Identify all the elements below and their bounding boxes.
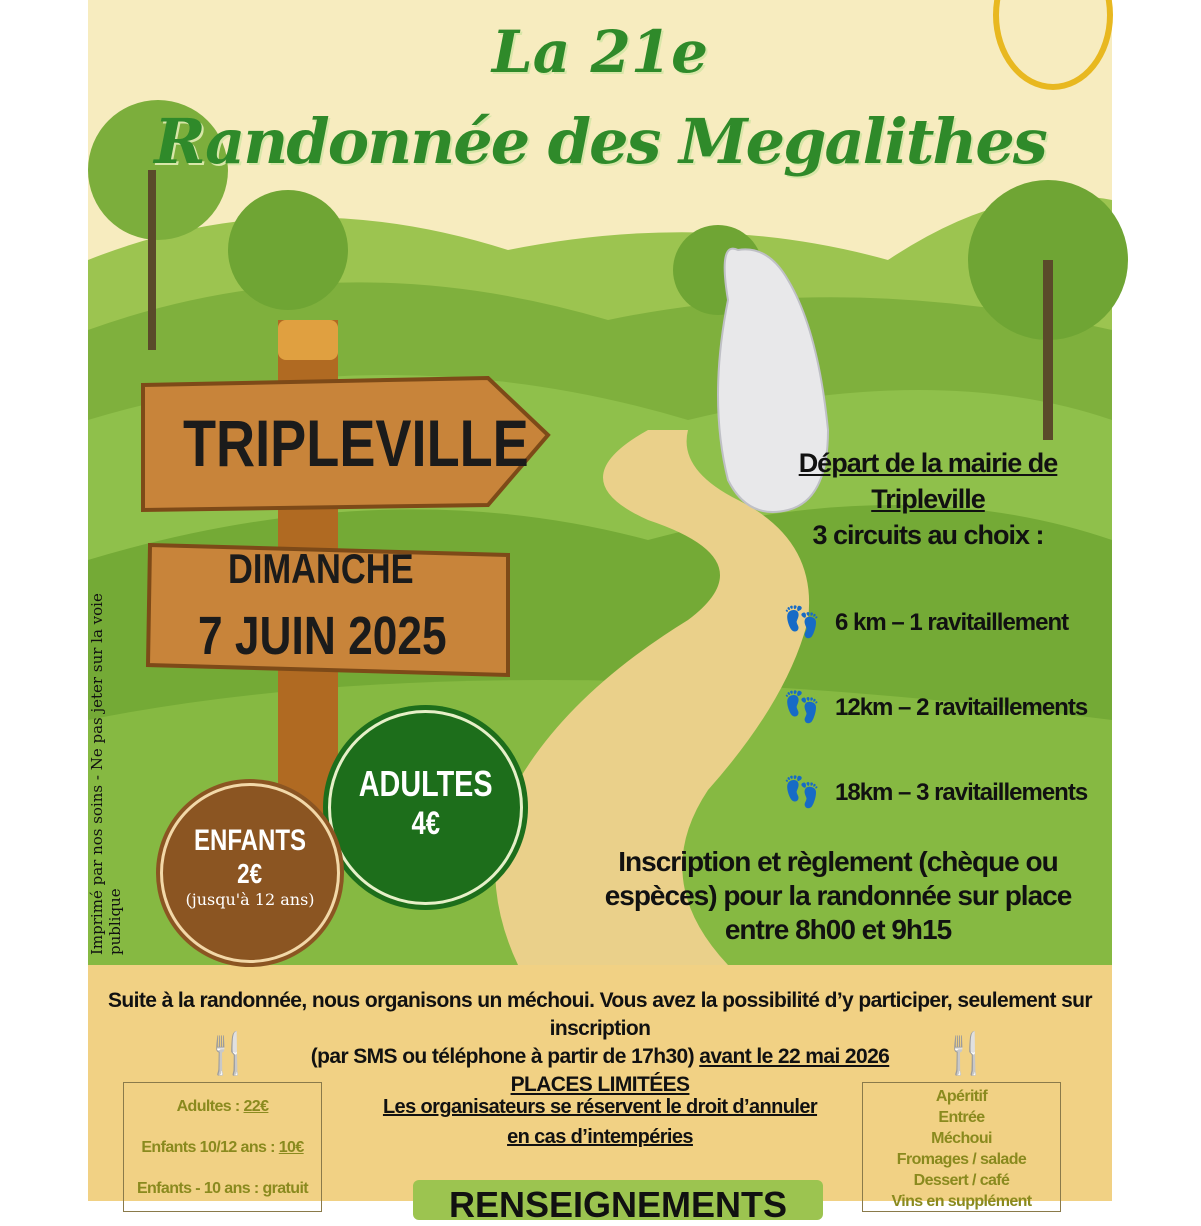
poster: [88, 0, 1112, 1225]
info-heading: RENSEIGNEMENTS: [448, 1184, 788, 1225]
menu-item: Dessert / café: [913, 1172, 1010, 1189]
footprints-icon: 👣: [783, 691, 821, 724]
info-heading-banner: [413, 1180, 823, 1225]
cutlery-icon: 🍴: [941, 1032, 991, 1076]
title-edition: La 21e: [491, 18, 709, 86]
inscription-line2: espèces) pour la randonnée sur place: [604, 880, 1072, 911]
sign-town: TRIPLEVILLE: [183, 406, 529, 480]
depart-line2: Tripleville: [871, 484, 985, 514]
circuit-label: 6 km – 1 ravitaillement: [835, 608, 1069, 636]
mechoui-deadline: avant le 22 mai 2026: [699, 1045, 890, 1068]
menu-box: [862, 1082, 1061, 1212]
mechoui-line2a: (par SMS ou téléphone à partir de 17h30): [310, 1045, 695, 1068]
cancel-line1: Les organisateurs se réservent le droit d’annuler: [382, 1096, 818, 1118]
kids-label: ENFANTS: [193, 824, 306, 857]
circuit-item: [783, 665, 1087, 750]
cancel-notice: [350, 1092, 850, 1152]
meal-kids1012-price: 10€: [278, 1139, 304, 1156]
footprints-icon: 👣: [783, 606, 821, 639]
circuit-label: 18km – 3 ravitaillements: [835, 778, 1088, 806]
meal-kids10: Enfants - 10 ans : gratuit: [136, 1180, 309, 1197]
inscription-info: [568, 845, 1108, 947]
circuit-item: [783, 580, 1087, 665]
depart-line1: Départ de la mairie de: [798, 448, 1058, 478]
print-note: Imprimé par nos soins - Ne pas jeter sur la voie publique: [88, 593, 124, 955]
adults-price: 4€: [411, 805, 440, 841]
meal-prices-box: [123, 1082, 322, 1212]
circuit-item: [783, 750, 1087, 835]
kids-note: (jusqu'à 12 ans): [185, 890, 315, 909]
limited-places: PLACES LIMITÉES: [510, 1073, 690, 1096]
circuit-list: [783, 580, 1087, 835]
sign-date: 7 JUIN 2025: [198, 606, 447, 666]
meal-kids1012: Enfants 10/12 ans :: [141, 1139, 275, 1156]
inscription-line1: Inscription et règlement (chèque ou: [618, 846, 1058, 877]
footprints-icon: 👣: [783, 776, 821, 809]
circuit-label: 12km – 2 ravitaillements: [835, 693, 1088, 721]
menu-item: Entrée: [938, 1109, 985, 1126]
kids-price-badge: [160, 783, 340, 963]
menu-item: Vins en supplément: [891, 1193, 1032, 1210]
meal-adults-price: 22€: [243, 1098, 269, 1115]
depart-line3: 3 circuits au choix :: [812, 520, 1044, 550]
menu-item: Fromages / salade: [896, 1151, 1027, 1168]
kids-price: 2€: [237, 858, 263, 889]
inscription-line3: entre 8h00 et 9h15: [724, 914, 952, 945]
cancel-line2: en cas d’intempéries: [507, 1126, 693, 1148]
meal-adults: Adultes :: [176, 1098, 240, 1115]
title-main: Randonnée des Megalithes: [154, 105, 1046, 178]
menu-item: Méchoui: [931, 1130, 992, 1147]
depart-info: [728, 445, 1128, 553]
menu-item: Apéritif: [935, 1088, 988, 1105]
adults-label: ADULTES: [358, 763, 493, 804]
mechoui-line1: Suite à la randonnée, nous organisons un méchoui. Vous avez la possibilité d’y participer, seulement sur inscription: [108, 989, 1092, 1040]
adults-price-badge: [328, 710, 523, 905]
cutlery-icon: 🍴: [203, 1032, 253, 1076]
sign-day: DIMANCHE: [228, 545, 414, 592]
